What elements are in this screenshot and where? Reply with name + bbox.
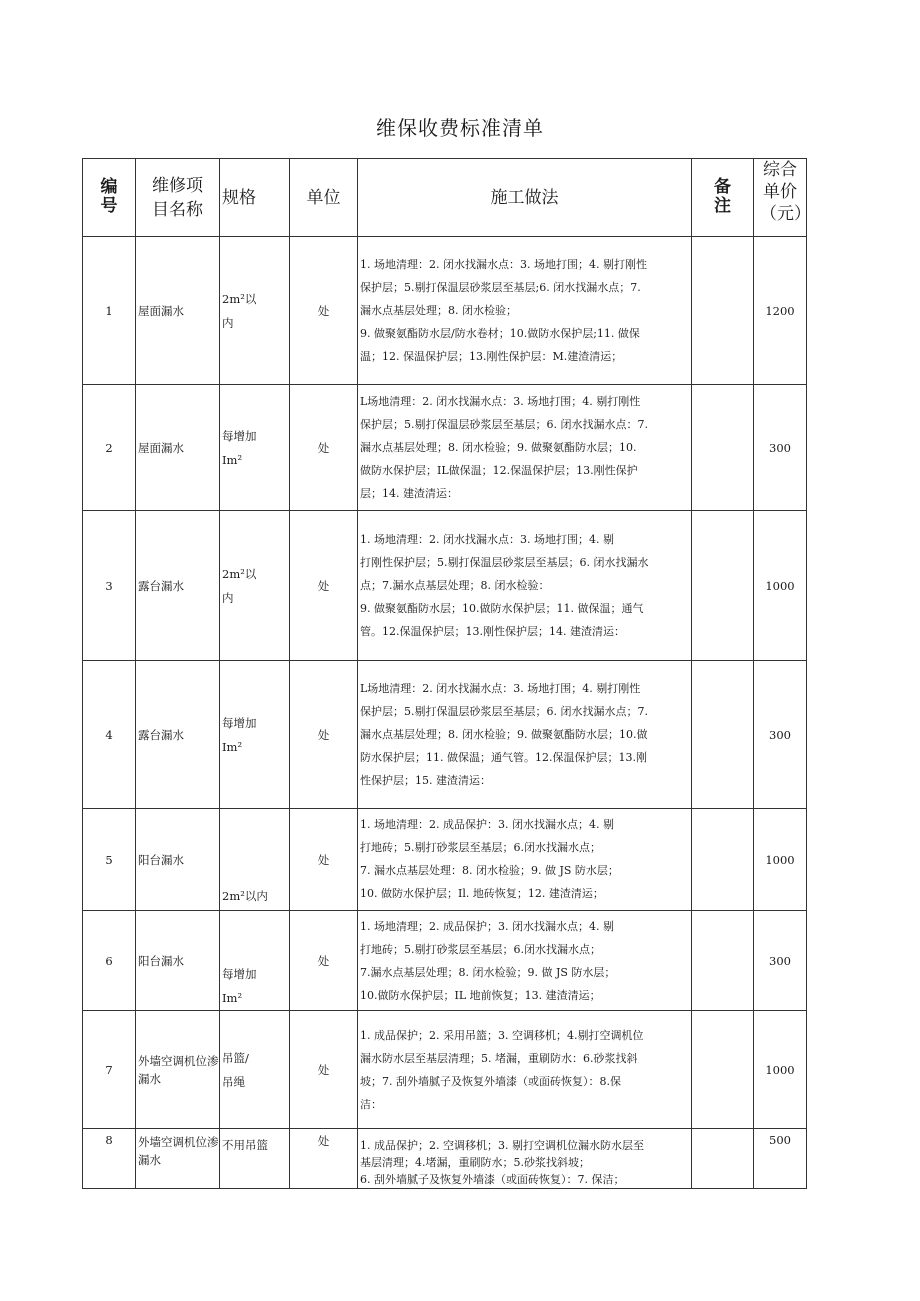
cell-spec-line: 吊篮/ bbox=[222, 1050, 249, 1065]
cell-price: 1000 bbox=[754, 511, 807, 661]
cell-spec-line: 内 bbox=[222, 590, 234, 605]
cell-name: 阳台漏水 bbox=[136, 809, 220, 911]
cell-price: 1000 bbox=[754, 809, 807, 911]
cell-method-line: 洁： bbox=[360, 1097, 382, 1111]
cell-method-line: 打刚性保护层；5.剔打保温层砂浆层至基层；6. 闭水找漏水 bbox=[360, 556, 649, 569]
cell-method-line: 防水保护层；11. 做保温；通气管。12.保温保护层；13.刚 bbox=[360, 751, 647, 764]
cell-name: 外墙空调机位渗漏水 bbox=[136, 1129, 220, 1189]
cell-method-line: 保护层；5.剔打保温层砂浆层至基层;6. 闭水找漏水点；7. bbox=[360, 281, 641, 294]
cell-price: 300 bbox=[754, 661, 807, 809]
cell-remark bbox=[692, 511, 754, 661]
cell-unit: 处 bbox=[290, 385, 358, 511]
cell-spec-line: 不用吊篮 bbox=[222, 1138, 268, 1152]
cell-method-line: 10. 做防水保护层；Il. 地砖恢复；12. 建渣清运； bbox=[360, 887, 604, 900]
header-price: 综合单价（元） bbox=[754, 159, 807, 237]
table-row bbox=[83, 511, 807, 661]
cell-method-line: 6. 刮外墙腻子及恢复外墙漆（或面砖恢复）：7. 保洁； bbox=[360, 1173, 625, 1186]
cell-no: 3 bbox=[83, 511, 136, 661]
cell-no: 5 bbox=[83, 809, 136, 911]
cell-method-line: 9. 做聚氨酯防水层；10.做防水保护层；11. 做保温；通气 bbox=[360, 602, 644, 615]
cell-spec-line: Im² bbox=[222, 991, 243, 1005]
cell-price: 1000 bbox=[754, 1011, 807, 1129]
cell-method-line: 7.漏水点基层处理；8. 闭水检验；9. 做 JS 防水层； bbox=[360, 966, 616, 979]
cell-method-line: 漏水防水层至基层清理；5. 堵漏，重刷防水：6.砂浆找斜 bbox=[360, 1051, 638, 1065]
cell-method-line: 漏水点基层处理；8. 闭水检验；9. 做聚氨酯防水层；10.做 bbox=[360, 728, 648, 741]
cell-spec bbox=[220, 237, 290, 385]
cell-name: 露台漏水 bbox=[136, 661, 220, 809]
header-method: 施工做法 bbox=[358, 159, 692, 237]
cell-method-line: 点；7.漏水点基层处理；8. 闭水检验： bbox=[360, 579, 550, 592]
cell-method-line: 打地砖；5.剔打砂浆层至基层；6.闭水找漏水点； bbox=[360, 841, 601, 854]
cell-method bbox=[358, 1011, 692, 1129]
cell-remark bbox=[692, 1129, 754, 1189]
cell-method-line: 1. 成品保护；2. 采用吊篮；3. 空调移机；4.剔打空调机位 bbox=[360, 1028, 644, 1042]
cell-method-line: 漏水点基层处理；8. 闭水检验；9. 做聚氨酯防水层；10. bbox=[360, 441, 637, 454]
cell-method-line: 1. 场地清理：2. 闭水找漏水点：3. 场地打围；4. 剔 bbox=[360, 533, 614, 546]
cell-method-line: 温；12. 保温保护层；13.刚性保护层：M.建渣清运； bbox=[360, 350, 623, 363]
table-row bbox=[83, 385, 807, 511]
cell-spec bbox=[220, 809, 290, 911]
cell-spec-line: 2m²以内 bbox=[222, 889, 268, 903]
cell-remark bbox=[692, 911, 754, 1011]
cell-remark bbox=[692, 237, 754, 385]
cell-spec bbox=[220, 385, 290, 511]
table-row bbox=[83, 1129, 807, 1189]
table-row bbox=[83, 661, 807, 809]
header-unit: 单位 bbox=[290, 159, 358, 237]
cell-spec bbox=[220, 511, 290, 661]
header-remark: 备注 bbox=[692, 159, 754, 237]
cell-no: 6 bbox=[83, 911, 136, 1011]
cell-method-line: 管。12.保温保护层；13.刚性保护层；14. 建渣清运： bbox=[360, 625, 625, 638]
cell-no: 2 bbox=[83, 385, 136, 511]
cell-spec-line: 2m²以 bbox=[222, 291, 257, 306]
cell-method-line: L场地清理：2. 闭水找漏水点：3. 场地打围；4. 剔打刚性 bbox=[360, 395, 641, 408]
cell-method bbox=[358, 809, 692, 911]
cell-method-line: 性保护层；15. 建渣清运： bbox=[360, 774, 491, 787]
cell-method-line: 保护层；5.剔打保温层砂浆层至基层；6. 闭水找漏水点；7. bbox=[360, 705, 648, 718]
cell-unit: 处 bbox=[290, 511, 358, 661]
cell-price: 1200 bbox=[754, 237, 807, 385]
cell-spec-line: 每增加 bbox=[222, 428, 257, 443]
cell-remark bbox=[692, 1011, 754, 1129]
cell-method-line: 10.做防水保护层；IL 地前恢复；13. 建渣清运； bbox=[360, 989, 601, 1002]
cell-price: 300 bbox=[754, 385, 807, 511]
table-row bbox=[83, 911, 807, 1011]
cell-spec-line: 吊绳 bbox=[222, 1074, 245, 1089]
header-row bbox=[83, 159, 807, 237]
cell-method-line: 层；14. 建渣清运： bbox=[360, 487, 458, 500]
cell-no: 1 bbox=[83, 237, 136, 385]
cell-no: 8 bbox=[83, 1129, 136, 1189]
cell-spec-line: 内 bbox=[222, 315, 234, 330]
cell-method-line: L场地清理：2. 闭水找漏水点：3. 场地打围；4. 剔打刚性 bbox=[360, 682, 641, 695]
cell-unit: 处 bbox=[290, 661, 358, 809]
cell-unit: 处 bbox=[290, 237, 358, 385]
cell-method-line: 1. 场地清理；2. 成品保护；3. 闭水找漏水点；4. 剔 bbox=[360, 920, 614, 933]
header-no: 编号 bbox=[83, 159, 136, 237]
cell-spec bbox=[220, 911, 290, 1011]
cell-method-line: 7. 漏水点基层处理：8. 闭水检验；9. 做 JS 防水层； bbox=[360, 864, 619, 877]
cell-method-line: 漏水点基层处理；8. 闭水检验； bbox=[360, 304, 517, 317]
cell-method-line: 1. 场地清理：2. 闭水找漏水点：3. 场地打围；4. 剔打刚性 bbox=[360, 258, 647, 271]
cell-spec bbox=[220, 1011, 290, 1129]
cell-spec-line: 每增加 bbox=[222, 967, 257, 981]
cell-spec bbox=[220, 1129, 290, 1189]
cell-method-line: 保护层；5.剔打保温层砂浆层至基层；6. 闭水找漏水点：7. bbox=[360, 418, 648, 431]
header-name: 维修项目名称 bbox=[136, 159, 220, 237]
cell-spec-line: Im² bbox=[222, 739, 243, 754]
cell-spec-line: 每增加 bbox=[222, 715, 257, 730]
cell-method bbox=[358, 237, 692, 385]
cell-no: 4 bbox=[83, 661, 136, 809]
cell-name: 阳台漏水 bbox=[136, 911, 220, 1011]
cell-method-line: 坡；7. 刮外墙腻子及恢复外墙漆（或面砖恢复）：8.保 bbox=[360, 1074, 621, 1088]
fee-table bbox=[82, 158, 811, 1189]
cell-unit: 处 bbox=[290, 911, 358, 1011]
cell-name: 露台漏水 bbox=[136, 511, 220, 661]
header-spec: 规格 bbox=[220, 159, 290, 237]
cell-method-line: 9. 做聚氨酯防水层/防水卷材；10.做防水保护层;11. 做保 bbox=[360, 327, 640, 340]
cell-spec-line: 2m²以 bbox=[222, 566, 257, 581]
cell-remark bbox=[692, 661, 754, 809]
cell-remark bbox=[692, 809, 754, 911]
cell-method-line: 基层清理；4.堵漏，重刷防水；5.砂浆找斜坡； bbox=[360, 1156, 590, 1169]
cell-name: 屋面漏水 bbox=[136, 385, 220, 511]
table-row bbox=[83, 237, 807, 385]
cell-spec-line: Im² bbox=[222, 452, 243, 467]
cell-method-line: 1. 场地清理：2. 成品保护：3. 闭水找漏水点；4. 剔 bbox=[360, 818, 614, 831]
table-row bbox=[83, 1011, 807, 1129]
cell-name: 外墙空调机位渗漏水 bbox=[136, 1011, 220, 1129]
cell-no: 7 bbox=[83, 1011, 136, 1129]
cell-price: 300 bbox=[754, 911, 807, 1011]
cell-spec bbox=[220, 661, 290, 809]
cell-unit: 处 bbox=[290, 1011, 358, 1129]
cell-method bbox=[358, 1129, 692, 1189]
table-row bbox=[83, 809, 807, 911]
cell-unit: 处 bbox=[290, 1129, 358, 1189]
cell-method bbox=[358, 385, 692, 511]
cell-method bbox=[358, 661, 692, 809]
cell-method bbox=[358, 911, 692, 1011]
cell-unit: 处 bbox=[290, 809, 358, 911]
cell-name: 屋面漏水 bbox=[136, 237, 220, 385]
cell-method-line: 1. 成品保护；2. 空调移机；3. 剔打空调机位漏水防水层至 bbox=[360, 1139, 644, 1152]
page-title: 维保收费标准清单 bbox=[376, 116, 544, 140]
cell-method bbox=[358, 511, 692, 661]
cell-method-line: 做防水保护层；IL做保温；12.保温保护层；13.刚性保护 bbox=[360, 464, 638, 477]
cell-method-line: 打地砖；5.剔打砂浆层至基层；6.闭水找漏水点； bbox=[360, 943, 601, 956]
cell-remark bbox=[692, 385, 754, 511]
cell-price: 500 bbox=[754, 1129, 807, 1189]
